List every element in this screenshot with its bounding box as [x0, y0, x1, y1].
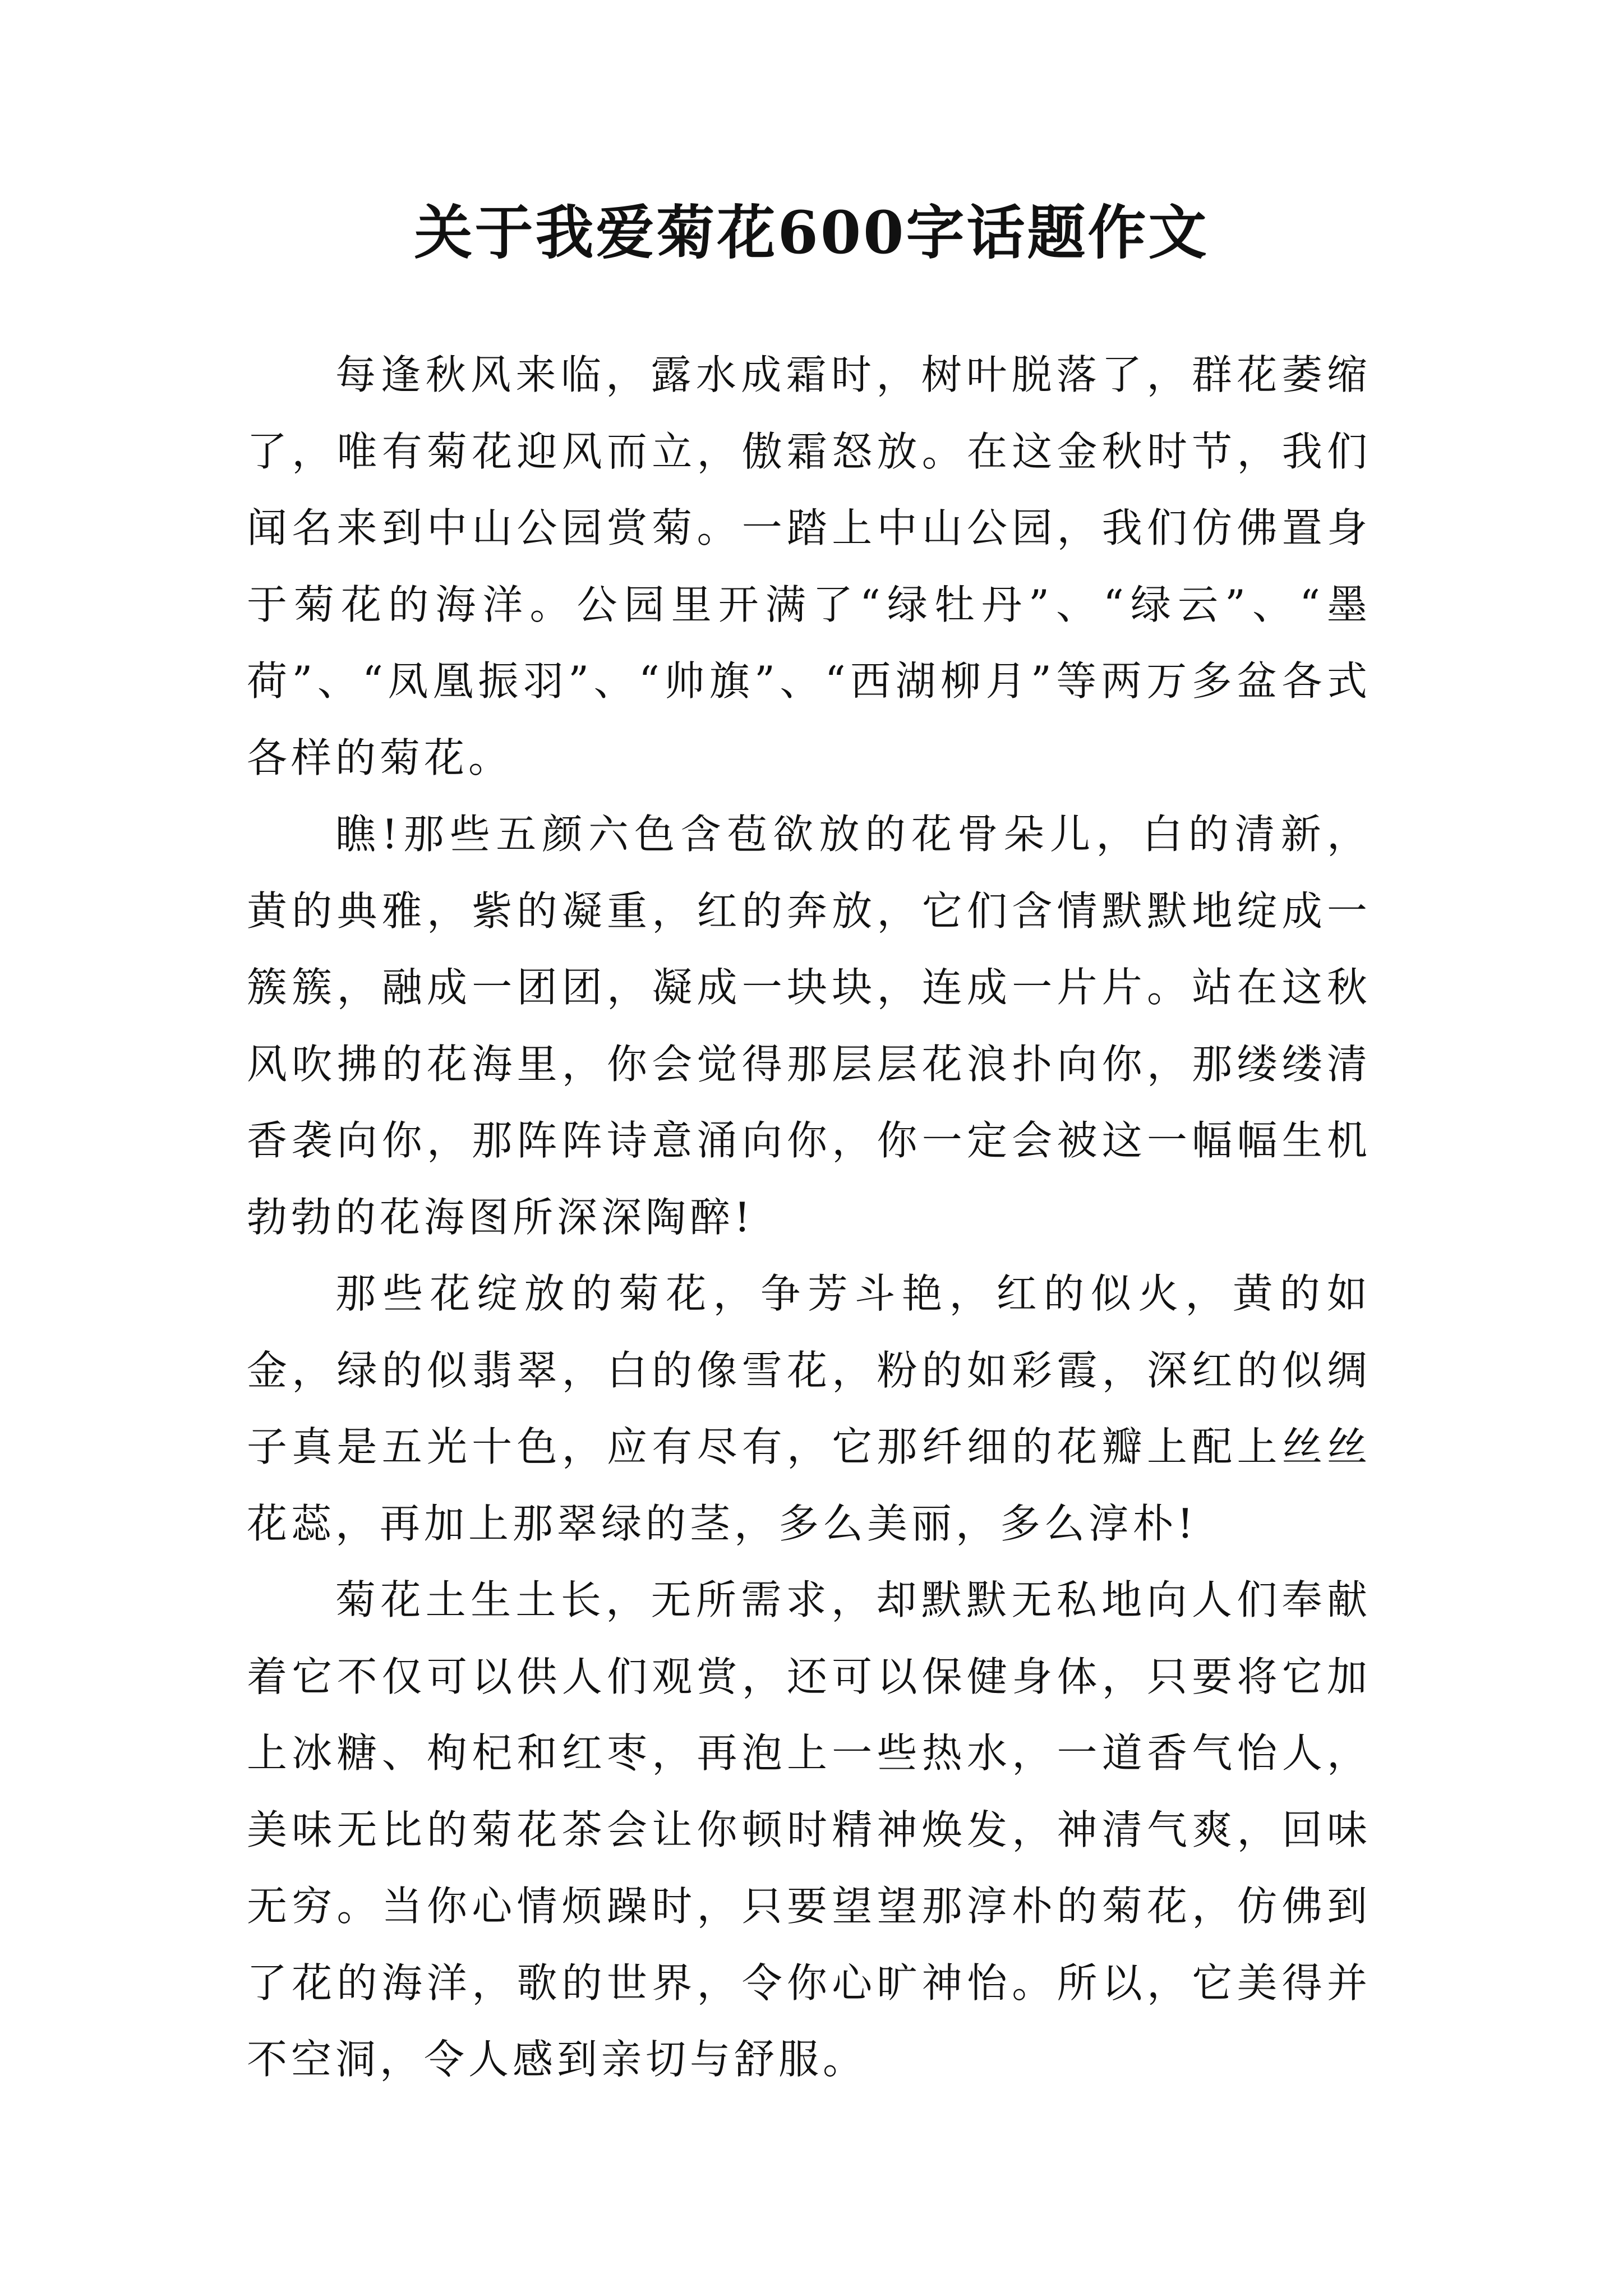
- document-title: 关于我爱菊花600字话题作文: [414, 198, 1209, 267]
- document-body: [247, 337, 1371, 2098]
- paragraph-3: 那些花绽放的菊花，争芳斗艳，红的似火，黄的如金，绿的似翡翠，白的像雪花，粉的如彩霞，深红的似绸子真是五光十色，应有尽有，它那纤细的花瓣上配上丝丝花蕊，再加上那翠绿的茎，多么美丽，多么淳朴!: [247, 1270, 1371, 1547]
- paragraph-4: 菊花土生土长，无所需求，却默默无私地向人们奉献着它不仅可以供人们观赏，还可以保健身体，只要将它加上冰糖、枸杞和红枣，再泡上一些热水，一道香气怡人，美味无比的菊花茶会让你顿时精神焕发，神清气爽，回味无穷。当你心情烦躁时，只要望望那淳朴的菊花，仿佛到了花的海洋，歌的世界，令你心旷神怡。所以，它美得并不空洞，令人感到亲切与舒服。: [247, 1576, 1371, 2083]
- paragraph-1: 每逢秋风来临，露水成霜时，树叶脱落了，群花萎缩了，唯有菊花迎风而立，傲霜怒放。在这金秋时节，我们闻名来到中山公园赏菊。一踏上中山公园，我们仿佛置身于菊花的海洋。公园里开满了“绿牡丹”、“绿云”、“墨荷”、“凤凰振羽”、“帅旗”、“西湖柳月”等两万多盆各式各样的菊花。: [247, 351, 1371, 781]
- paragraph-2: 瞧!那些五颜六色含苞欲放的花骨朵儿，白的清新，黄的典雅，紫的凝重，红的奔放，它们含情默默地绽成一簇簇，融成一团团，凝成一块块，连成一片片。站在这秋风吹拂的花海里，你会觉得那层层花浪扑向你，那缕缕清香袭向你，那阵阵诗意涌向你，你一定会被这一幅幅生机勃勃的花海图所深深陶醉!: [247, 811, 1371, 1241]
